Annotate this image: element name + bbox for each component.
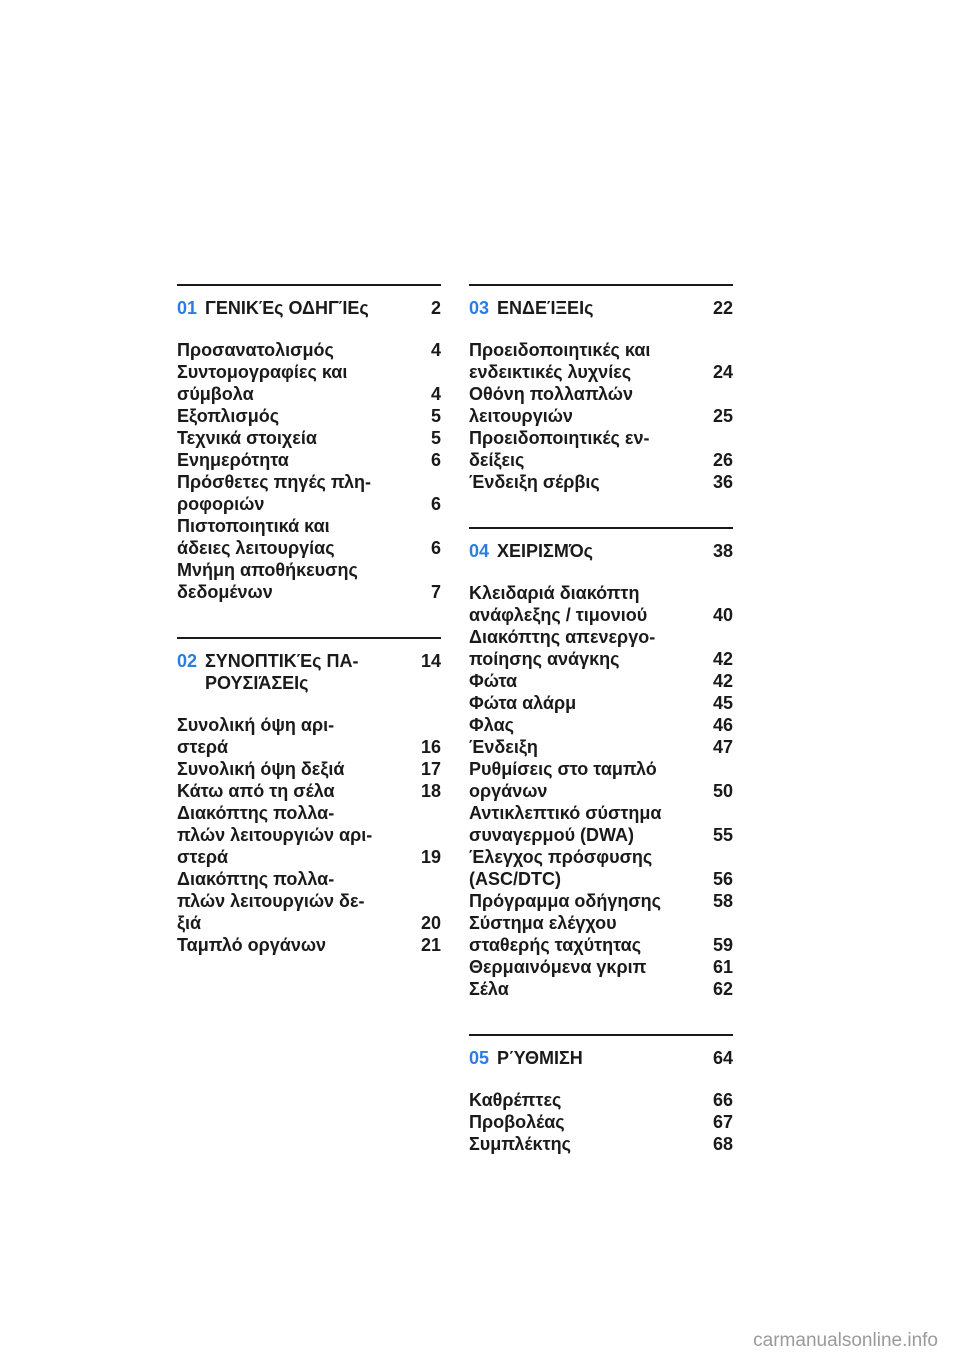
- toc-entry[interactable]: [469, 890, 733, 912]
- section-title-wrap: [469, 297, 705, 319]
- toc-entry-title: Ενημερότητα: [177, 450, 289, 470]
- section-number: 05: [469, 1048, 490, 1068]
- toc-entry-page: 6: [430, 538, 441, 558]
- toc-entry[interactable]: [469, 339, 733, 383]
- toc-entry-page: 40: [712, 605, 733, 625]
- section-title: ΡΎΘΜΙΣΗ: [497, 1048, 583, 1068]
- toc-entry-title: Εξοπλισμός: [177, 406, 280, 426]
- toc-entry[interactable]: [177, 449, 441, 471]
- toc-entry-page: 66: [712, 1090, 733, 1110]
- toc-entry-title: Πρόσθετες πηγές πλη- ροφοριών: [177, 472, 372, 514]
- toc-entry[interactable]: [469, 736, 733, 758]
- toc-entry-page: 42: [712, 649, 733, 669]
- toc-entry-title: Προσανατολισμός: [177, 340, 334, 360]
- toc-entry-title: Διακόπτης πολλα- πλών λειτουργιών αρι- στερά: [177, 803, 373, 867]
- toc-entry[interactable]: [177, 361, 441, 405]
- toc-entry[interactable]: [177, 405, 441, 427]
- toc-entry-page: 45: [712, 693, 733, 713]
- toc-entry-list: [469, 582, 733, 1000]
- section-page-number: 2: [430, 298, 441, 318]
- section-title: ΣΥΝΟΠΤΙΚΈς ΠΑ- ΡΟΥΣΙΆΣΕΙς: [205, 651, 359, 693]
- section-number: 01: [177, 298, 198, 318]
- section-title-wrap: [177, 297, 423, 319]
- toc-entry[interactable]: [469, 1089, 733, 1111]
- toc-entry[interactable]: [177, 758, 441, 780]
- toc-entry-page: 18: [420, 781, 441, 801]
- toc-entry-title: Ρυθμίσεις στο ταμπλό οργάνων: [469, 759, 657, 801]
- toc-entry[interactable]: [469, 1111, 733, 1133]
- section-number: 02: [177, 651, 198, 671]
- toc-entry[interactable]: [177, 714, 441, 758]
- toc-entry-page: 46: [712, 715, 733, 735]
- toc-entry-title: Καθρέπτες: [469, 1090, 562, 1110]
- toc-entry-page: 58: [712, 891, 733, 911]
- toc-entry[interactable]: [469, 692, 733, 714]
- toc-entry-title: Κάτω από τη σέλα: [177, 781, 335, 801]
- toc-entry-title: Διακόπτης απενεργο- ποίησης ανάγκης: [469, 627, 656, 669]
- toc-entry[interactable]: [469, 978, 733, 1000]
- section-title-wrap: [469, 1047, 705, 1069]
- toc-section-03: [469, 284, 733, 493]
- toc-entry[interactable]: [469, 471, 733, 493]
- toc-section-04: [469, 527, 733, 1000]
- toc-column-left: [177, 284, 441, 990]
- toc-entry-title: Ένδειξη: [469, 737, 538, 757]
- toc-entry[interactable]: [177, 780, 441, 802]
- toc-entry-page: 21: [420, 935, 441, 955]
- toc-entry-page: 59: [712, 935, 733, 955]
- toc-entry-title: Πρόγραμμα οδήγησης: [469, 891, 662, 911]
- toc-entry-page: 36: [712, 472, 733, 492]
- watermark-footer: carmanualsonline.info: [753, 1330, 938, 1351]
- toc-entry-page: 26: [712, 450, 733, 470]
- toc-entry-title: Φώτα αλάρμ: [469, 693, 577, 713]
- toc-entry-page: 42: [712, 671, 733, 691]
- toc-section-01: [177, 284, 441, 603]
- section-heading[interactable]: [469, 529, 733, 562]
- section-number: 03: [469, 298, 490, 318]
- toc-entry-page: 61: [712, 957, 733, 977]
- toc-entry-list: [177, 339, 441, 603]
- toc-entry[interactable]: [469, 626, 733, 670]
- toc-entry-page: 7: [430, 582, 441, 602]
- toc-entry-title: Συνολική όψη δεξιά: [177, 759, 345, 779]
- toc-entry-page: 67: [712, 1112, 733, 1132]
- toc-section-05: [469, 1034, 733, 1155]
- toc-entry-list: [469, 1089, 733, 1155]
- toc-entry-page: 5: [430, 406, 441, 426]
- toc-entry-title: Ταμπλό οργάνων: [177, 935, 327, 955]
- toc-entry-title: Κλειδαριά διακόπτη ανάφλεξης / τιμονιού: [469, 583, 648, 625]
- toc-entry[interactable]: [177, 471, 441, 515]
- section-page-number: 14: [420, 651, 441, 671]
- toc-entry[interactable]: [469, 846, 733, 890]
- toc-entry-title: Φώτα: [469, 671, 518, 691]
- toc-entry-page: 17: [420, 759, 441, 779]
- toc-entry-title: Διακόπτης πολλα- πλών λειτουργιών δε- ξιά: [177, 869, 365, 933]
- toc-entry[interactable]: [177, 427, 441, 449]
- toc-entry-page: 6: [430, 450, 441, 470]
- toc-entry-title: Μνήμη αποθήκευσης δεδομένων: [177, 560, 358, 602]
- toc-entry-title: Θερμαινόμενα γκριπ: [469, 957, 647, 977]
- toc-entry[interactable]: [469, 582, 733, 626]
- toc-entry-list: [177, 714, 441, 956]
- section-title: ΕΝΔΕΊΞΕΙς: [497, 298, 594, 318]
- toc-entry[interactable]: [469, 427, 733, 471]
- toc-entry-page: 4: [430, 340, 441, 360]
- section-title: ΧΕΙΡΙΣΜΌς: [497, 541, 594, 561]
- section-heading[interactable]: [469, 286, 733, 319]
- toc-entry-title: Οθόνη πολλαπλών λειτουργιών: [469, 384, 633, 426]
- section-heading[interactable]: [177, 286, 441, 319]
- toc-entry-page: 68: [712, 1134, 733, 1154]
- section-title: ΓΕΝΙΚΈς ΟΔΗΓΊΕς: [205, 298, 369, 318]
- toc-entry-title: Αντικλεπτικό σύστημα συναγερμού (DWA): [469, 803, 662, 845]
- toc-entry[interactable]: [469, 912, 733, 956]
- section-heading[interactable]: [177, 639, 441, 694]
- toc-entry[interactable]: [177, 559, 441, 603]
- toc-entry[interactable]: [469, 383, 733, 427]
- toc-entry-title: Φλας: [469, 715, 514, 735]
- toc-entry[interactable]: [469, 714, 733, 736]
- toc-entry[interactable]: [177, 339, 441, 361]
- toc-entry-page: 6: [430, 494, 441, 514]
- toc-entry-page: 24: [712, 362, 733, 382]
- toc-entry[interactable]: [177, 934, 441, 956]
- section-number: 04: [469, 541, 490, 561]
- toc-entry-page: 5: [430, 428, 441, 448]
- toc-entry-list: [469, 339, 733, 493]
- toc-entry-page: 4: [430, 384, 441, 404]
- toc-entry-title: Συντομογραφίες και σύμβολα: [177, 362, 348, 404]
- section-page-number: 22: [712, 298, 733, 318]
- toc-entry-title: Προειδοποιητικές εν- δείξεις: [469, 428, 650, 470]
- toc-entry[interactable]: [469, 802, 733, 846]
- section-title-wrap: [469, 540, 705, 562]
- toc-column-right: [469, 284, 733, 1189]
- toc-entry-title: Συνολική όψη αρι- στερά: [177, 715, 335, 757]
- toc-entry[interactable]: [469, 1133, 733, 1155]
- toc-entry-page: 20: [420, 913, 441, 933]
- section-heading[interactable]: [469, 1036, 733, 1069]
- toc-entry[interactable]: [177, 515, 441, 559]
- toc-entry[interactable]: [177, 868, 441, 934]
- toc-entry[interactable]: [177, 802, 441, 868]
- toc-entry-title: Τεχνικά στοιχεία: [177, 428, 317, 448]
- toc-entry-title: Σέλα: [469, 979, 509, 999]
- toc-entry-page: 55: [712, 825, 733, 845]
- section-page-number: 38: [712, 541, 733, 561]
- toc-entry-page: 56: [712, 869, 733, 889]
- toc-entry-title: Πιστοποιητικά και άδειες λειτουργίας: [177, 516, 335, 558]
- toc-entry-page: 16: [420, 737, 441, 757]
- toc-entry-page: 62: [712, 979, 733, 999]
- toc-entry[interactable]: [469, 758, 733, 802]
- toc-entry-page: 47: [712, 737, 733, 757]
- section-page-number: 64: [712, 1048, 733, 1068]
- toc-entry-title: Ένδειξη σέρβις: [469, 472, 600, 492]
- toc-entry-title: Συμπλέκτης: [469, 1134, 571, 1154]
- section-title-wrap: [177, 650, 413, 694]
- toc-entry-title: Προειδοποιητικές και ενδεικτικές λυχνίες: [469, 340, 651, 382]
- toc-section-02: [177, 637, 441, 956]
- toc-entry-title: Έλεγχος πρόσφυσης (ASC/DTC): [469, 847, 653, 889]
- toc-entry[interactable]: [469, 956, 733, 978]
- toc-entry-title: Σύστημα ελέγχου σταθερής ταχύτητας: [469, 913, 642, 955]
- toc-entry[interactable]: [469, 670, 733, 692]
- toc-entry-page: 25: [712, 406, 733, 426]
- toc-entry-page: 19: [420, 847, 441, 867]
- toc-entry-page: 50: [712, 781, 733, 801]
- toc-entry-title: Προβολέας: [469, 1112, 565, 1132]
